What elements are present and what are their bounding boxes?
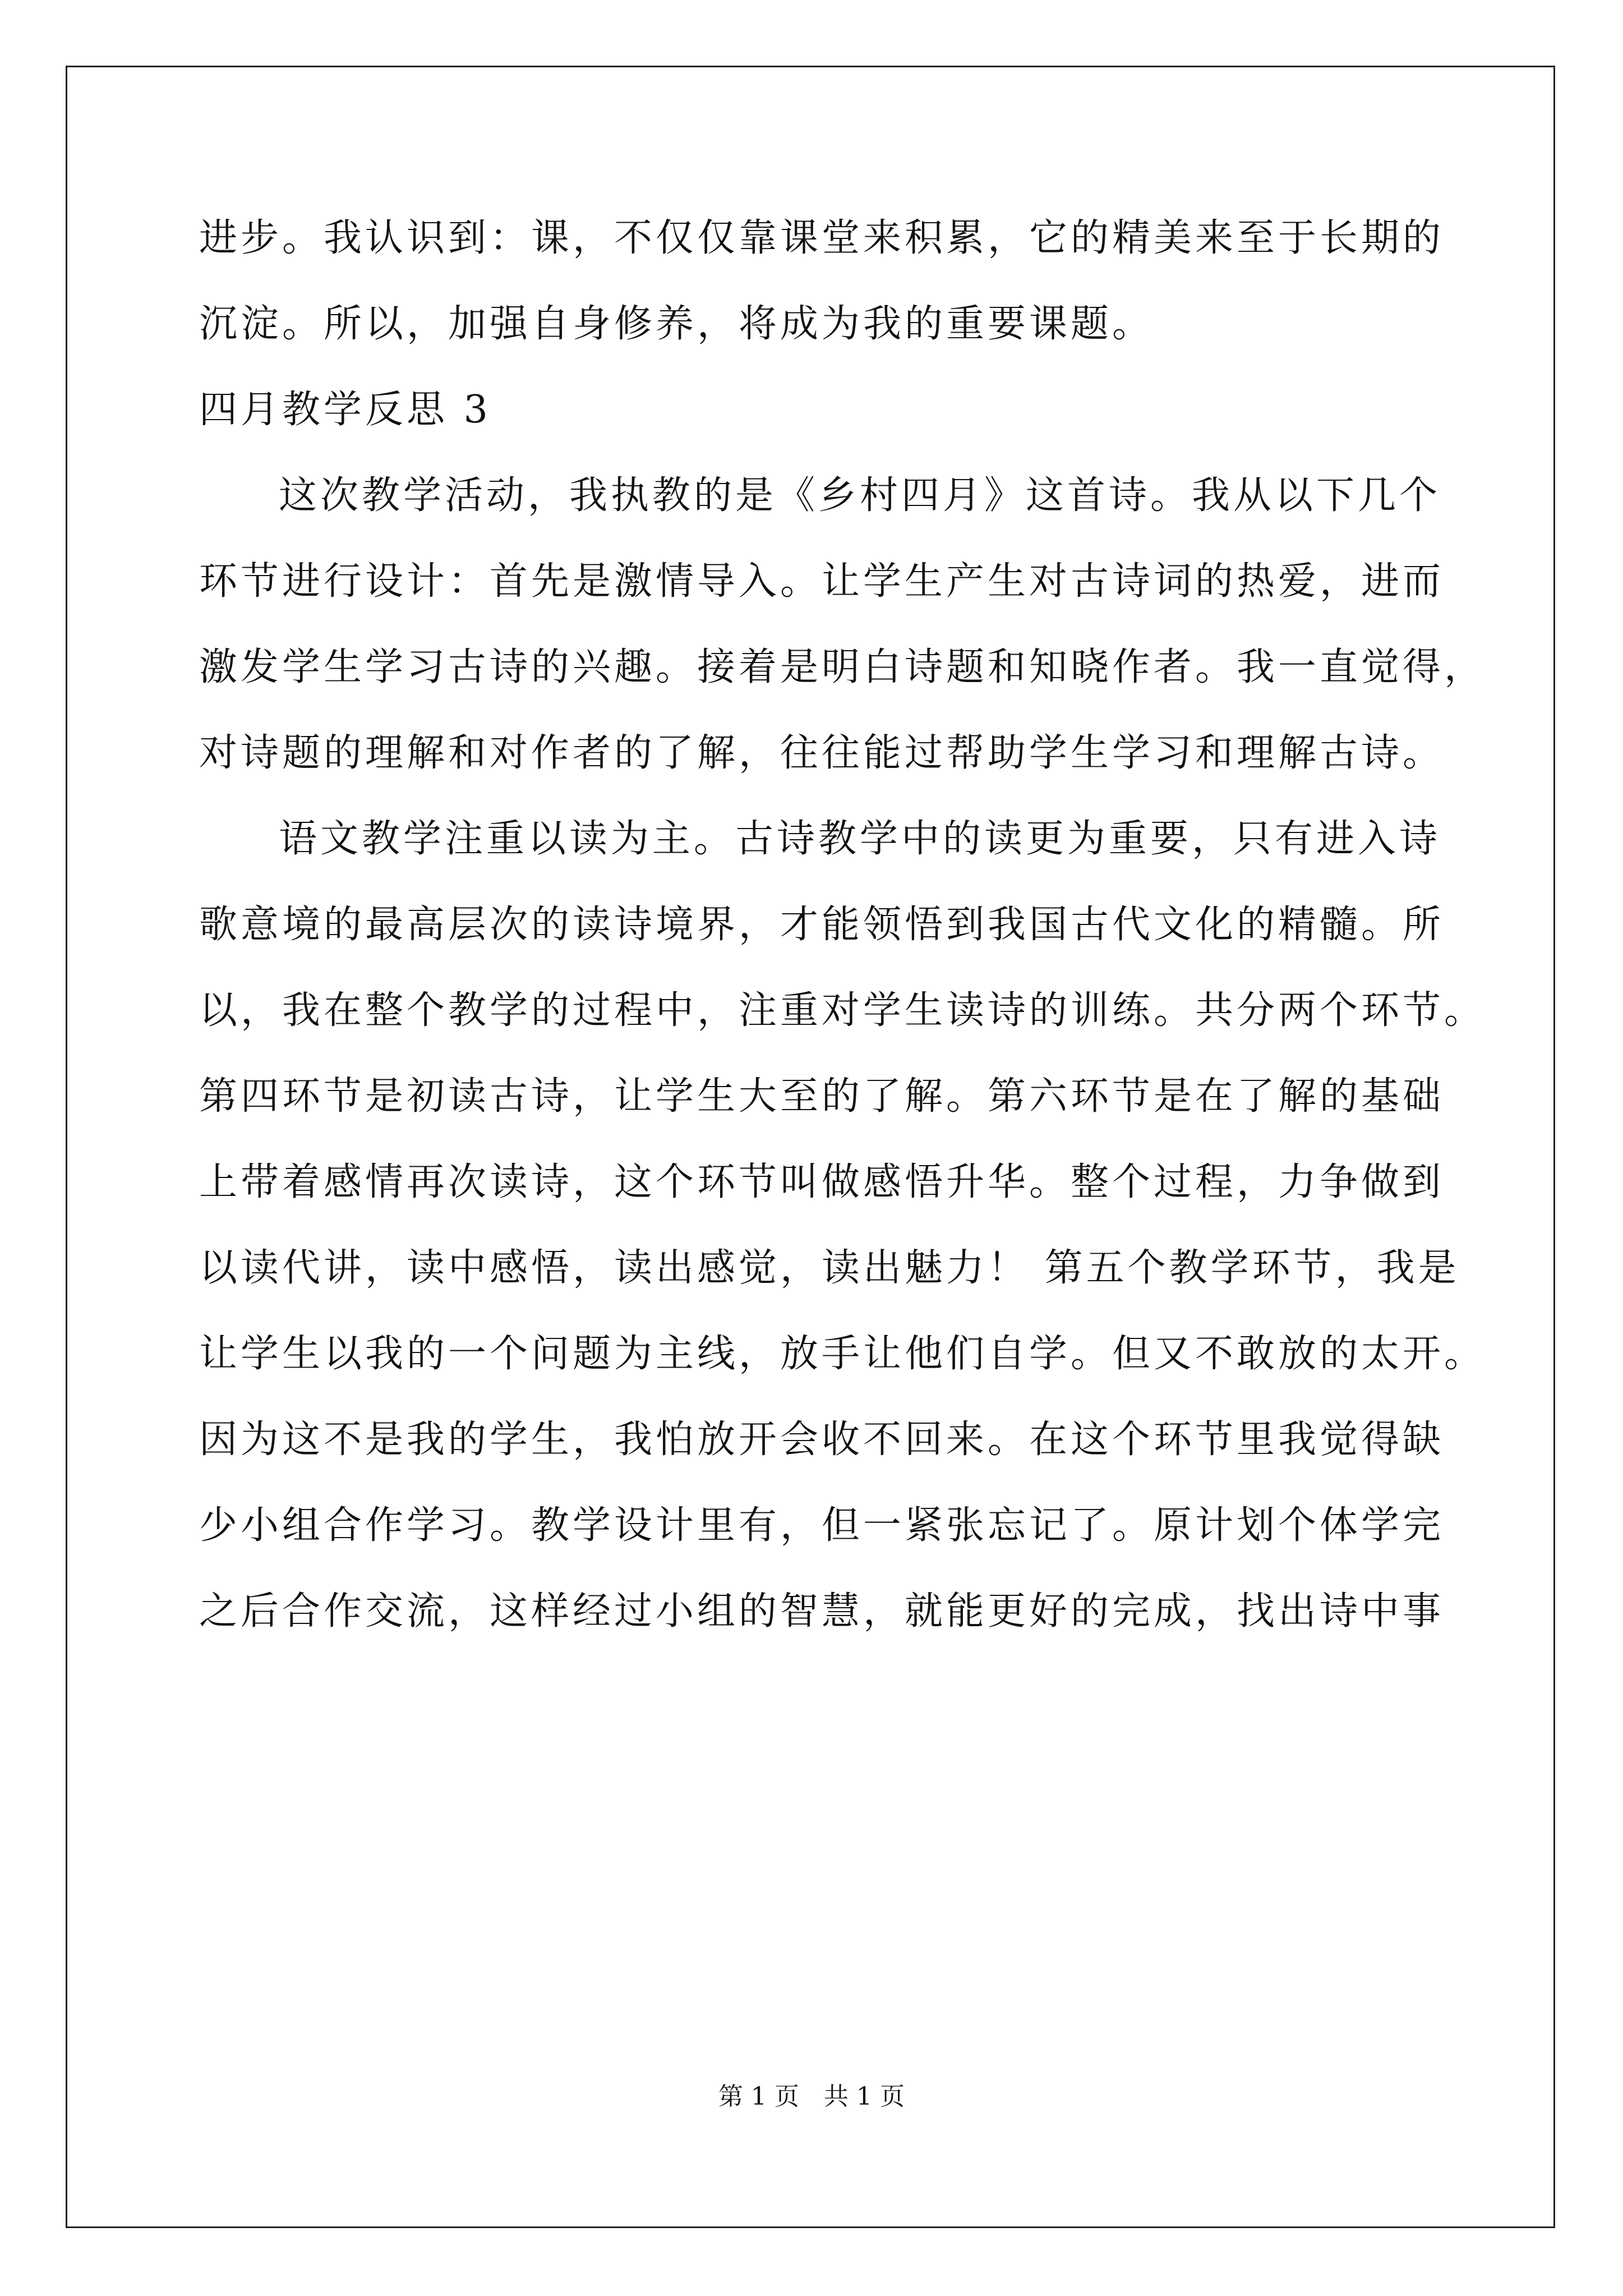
text-line: 上带着感情再次读诗，这个环节叫做感悟升华。整个过程，力争做到 [199, 1160, 1445, 1204]
text-line: 环节进行设计：首先是激情导入。让学生产生对古诗词的热爱，进而 [199, 559, 1445, 604]
paragraph-start: 这次教学活动，我执教的是《乡村四月》这首诗。我从以下几个 [279, 473, 1441, 518]
text-line: 因为这不是我的学生，我怕放开会收不回来。在这个环节里我觉得缺 [199, 1418, 1445, 1462]
text-line: 让学生以我的一个问题为主线，放手让他们自学。但又不敢放的太开。 [199, 1332, 1486, 1376]
text-line: 激发学生学习古诗的兴趣。接着是明白诗题和知晓作者。我一直觉得， [199, 645, 1486, 689]
text-line: 少小组合作学习。教学设计里有，但一紧张忘记了。原计划个体学完 [199, 1503, 1445, 1548]
text-line: 之后合作交流，这样经过小组的智慧，就能更好的完成，找出诗中事 [199, 1589, 1445, 1634]
text-line: 沉淀。所以，加强自身修养，将成为我的重要课题。 [199, 302, 1154, 346]
text-line: 对诗题的理解和对作者的了解，往往能过帮助学生学习和理解古诗。 [199, 731, 1445, 775]
text-line: 第四环节是初读古诗，让学生大至的了解。第六环节是在了解的基础 [199, 1074, 1445, 1119]
text-line: 以读代讲，读中感悟，读出感觉，读出魅力！ 第五个教学环节，我是 [199, 1246, 1460, 1290]
text-line: 以，我在整个教学的过程中，注重对学生读诗的训练。共分两个环节。 [199, 988, 1486, 1033]
section-heading: 四月教学反思 3 [199, 388, 491, 432]
text-line: 歌意境的最高层次的读诗境界，才能领悟到我国古代文化的精髓。所 [199, 903, 1445, 947]
page-footer: 第 1 页 共 1 页 [718, 2082, 905, 2111]
paragraph-start: 语文教学注重以读为主。古诗教学中的读更为重要，只有进入诗 [279, 817, 1441, 861]
text-line: 进步。我认识到：课，不仅仅靠课堂来积累，它的精美来至于长期的 [199, 216, 1445, 260]
